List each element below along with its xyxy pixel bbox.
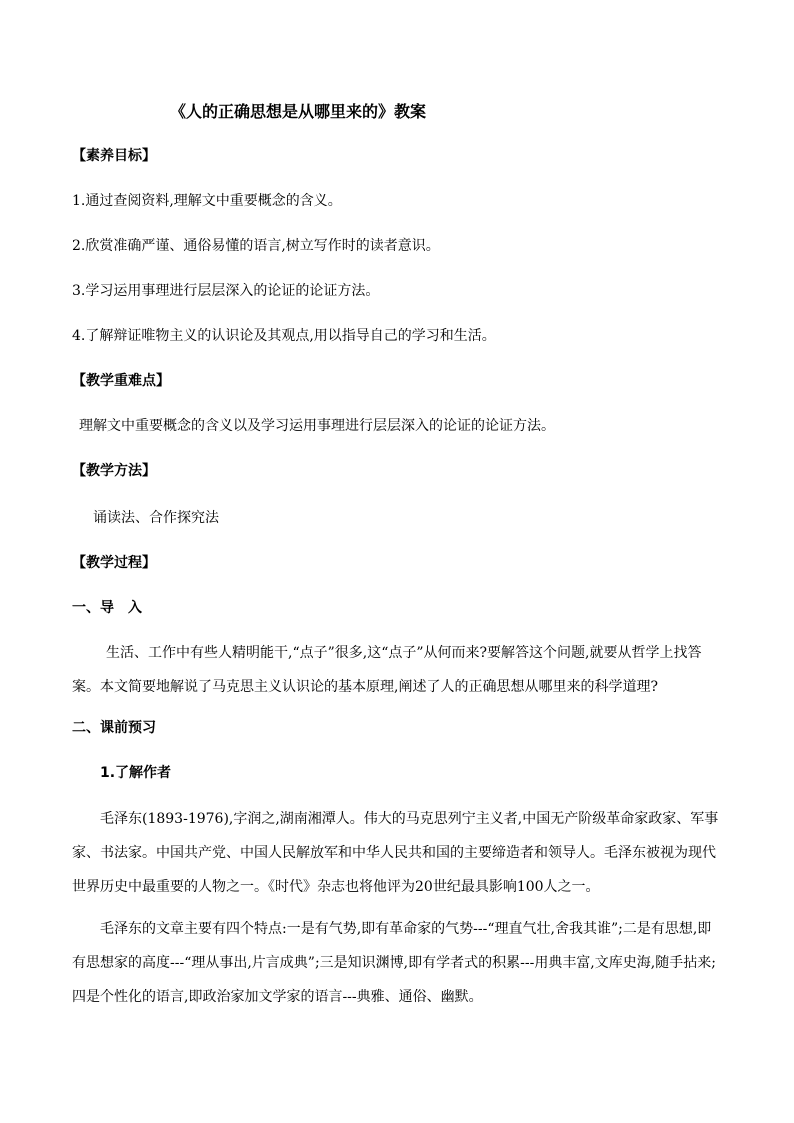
goals-heading: 【素养目标】 (72, 148, 156, 164)
author-paragraph-2: 毛泽东的文章主要有四个特点:一是有气势,即有革命家的气势---“理直气壮,舍我其谁”;二是有思想,即有思想家的高度---“理从事出,片言成典”;三是知识渊博,即有学者式的积累---用典丰富,文库史海,随手拈来;四是个性化的语言,即政治家加文学家的语言---典雅、通俗、幽默。 (72, 921, 716, 1005)
section1-paragraph: 生活、工作中有些人精明能干,“点子”很多,这“点子”从何而来?要解答这个问题,就要从哲学上找答案。本文简要地解说了马克思主义认识论的基本原理,阐述了人的正确思想从哪里来的科学道理? (72, 645, 702, 695)
goal-item-3: 3.学习运用事理进行层层深入的论证的论证方法。 (72, 283, 380, 299)
method-heading: 【教学方法】 (72, 463, 156, 479)
process-heading: 【教学过程】 (72, 555, 156, 571)
goal-item-2: 2.欣赏准确严谨、通俗易懂的语言,树立写作时的读者意识。 (72, 238, 440, 254)
author-paragraph-1: 毛泽东(1893-1976),字润之,湖南湘潭人。伟大的马克思列宁主义者,中国无产阶级革命家政家、军事家、书法家。中国共产党、中国人民解放军和中华人民共和国的主要缔造者和领导人。毛泽东被视为现代世界历史中最重要的人物之一。《时代》杂志也将他评为20世纪最具影响100人之一。 (72, 811, 719, 895)
section2-title: 二、课前预习 (72, 720, 156, 736)
key-text: 理解文中重要概念的含义以及学习运用事理进行层层深入的论证的论证方法。 (79, 418, 555, 434)
goal-item-4: 4.了解辩证唯物主义的认识论及其观点,用以指导自己的学习和生活。 (72, 328, 496, 344)
method-text: 诵读法、合作探究法 (93, 510, 219, 526)
goal-item-1: 1.通过查阅资料,理解文中重要概念的含义。 (72, 193, 342, 209)
sub1-title: 1.了解作者 (100, 765, 172, 781)
document-title: 《人的正确思想是从哪里来的》教案 (170, 102, 427, 121)
section1-title: 一、导 入 (72, 600, 142, 616)
key-heading: 【教学重难点】 (72, 373, 170, 389)
